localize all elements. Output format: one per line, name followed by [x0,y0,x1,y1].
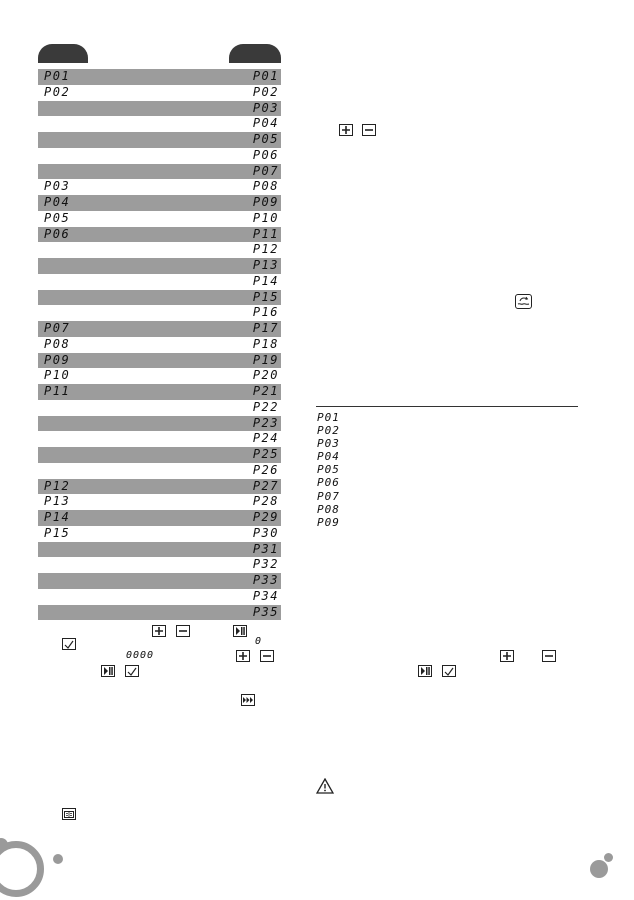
program-code-right: P33 [252,573,279,587]
table-row [38,274,281,290]
table-row [38,526,281,542]
program-code-left: P04 [44,195,71,209]
table-row [38,337,281,353]
program-code-left: P13 [44,494,71,509]
table-row [38,416,281,432]
program-code-right: P22 [252,399,279,414]
program-code-right: P10 [252,210,279,225]
program-code-left: P02 [44,84,71,99]
program-code-right: P30 [252,525,279,540]
table-row [38,69,281,85]
program-list-item: P07 [317,489,340,503]
table-row [38,353,281,369]
program-code-right: P29 [252,510,279,524]
table-row [38,494,281,510]
program-code-right: P07 [252,163,279,178]
program-code-left: P03 [44,179,71,194]
program-code-right: P15 [252,289,279,304]
table-row [38,368,281,384]
program-code-right: P21 [252,384,279,398]
table-row [38,542,281,558]
minus-icon [362,124,376,136]
table-row [38,305,281,321]
program-code-left: P14 [44,510,71,524]
program-code-left: P08 [44,336,71,351]
minus-icon [260,650,274,662]
program-code-right: P05 [252,132,279,146]
program-code-right: P08 [252,179,279,194]
program-code-right: P25 [252,447,279,461]
column-header-tab-left [38,44,88,63]
program-code-right: P26 [252,462,279,477]
column-header-tab-right [229,44,281,63]
program-code-right: P13 [252,258,279,272]
program-code-right: P17 [252,321,279,335]
table-row [38,85,281,101]
list-divider [316,406,578,407]
program-code-right: P35 [252,604,279,619]
table-row [38,573,281,589]
warning-icon [316,778,334,798]
program-code-right: P18 [252,336,279,351]
decorative-dot [590,860,608,878]
program-code-left: P12 [44,478,71,493]
plus-icon [152,625,166,637]
table-row [38,447,281,463]
program-code-right: P02 [252,84,279,99]
table-row [38,290,281,306]
minus-icon [542,650,556,662]
table-row [38,557,281,573]
program-table [38,69,281,620]
table-row [38,179,281,195]
check-icon [62,638,76,650]
table-row [38,227,281,243]
program-code-right: P14 [252,273,279,288]
table-row [38,242,281,258]
program-code-right: P27 [252,478,279,493]
program-code-right: P04 [252,116,279,131]
fast-forward-icon [241,694,255,706]
program-code-right: P19 [252,352,279,367]
hand-wash-icon [515,294,532,309]
program-code-right: P23 [252,415,279,430]
table-row [38,510,281,526]
program-code-right: P34 [252,588,279,603]
book-icon [62,808,76,820]
decorative-dot [53,854,63,864]
program-code-right: P01 [252,69,279,83]
table-row [38,195,281,211]
small-digit-readout: 0 [255,636,262,647]
program-code-right: P06 [252,147,279,162]
table-row [38,479,281,495]
play-pause-icon [101,665,115,677]
check-icon [442,665,456,677]
table-row [38,400,281,416]
table-row [38,116,281,132]
decorative-dot [604,853,613,862]
program-list-item: P08 [317,502,340,516]
decorative-ring [0,841,44,897]
program-code-right: P32 [252,557,279,572]
program-code-right: P16 [252,305,279,320]
program-code-right: P24 [252,431,279,446]
table-row [38,258,281,274]
table-row [38,164,281,180]
program-code-left: P01 [44,69,71,83]
table-row [38,211,281,227]
program-code-left: P11 [44,384,71,398]
program-code-right: P28 [252,494,279,509]
table-row [38,463,281,479]
program-code-left: P07 [44,321,71,335]
table-row [38,132,281,148]
plus-icon [339,124,353,136]
program-list-item: P02 [317,424,340,438]
program-list [317,411,340,529]
table-row [38,384,281,400]
plus-icon [236,650,250,662]
program-code-left: P15 [44,525,71,540]
check-icon [125,665,139,677]
program-code-right: P31 [252,541,279,556]
program-code-right: P11 [252,226,279,241]
program-code-right: P03 [252,100,279,115]
program-list-item: P05 [317,463,340,477]
program-list-item: P06 [317,476,340,490]
program-list-item: P01 [317,411,340,424]
program-code-right: P20 [252,368,279,383]
program-code-right: P09 [252,195,279,209]
program-code-left: P09 [44,352,71,367]
play-pause-icon [233,625,247,637]
minus-icon [176,625,190,637]
play-pause-icon [418,665,432,677]
program-code-right: P12 [252,242,279,257]
time-digits-readout: 0000 [126,650,155,661]
program-code-left: P06 [44,226,71,241]
program-list-item: P03 [317,437,340,451]
table-row [38,321,281,337]
table-row [38,605,281,621]
program-list-item: P09 [317,515,340,529]
program-code-left: P10 [44,368,71,383]
table-row [38,589,281,605]
table-row [38,148,281,164]
program-code-left: P05 [44,210,71,225]
table-row [38,431,281,447]
program-list-item: P04 [317,450,340,464]
table-row [38,101,281,117]
plus-icon [500,650,514,662]
